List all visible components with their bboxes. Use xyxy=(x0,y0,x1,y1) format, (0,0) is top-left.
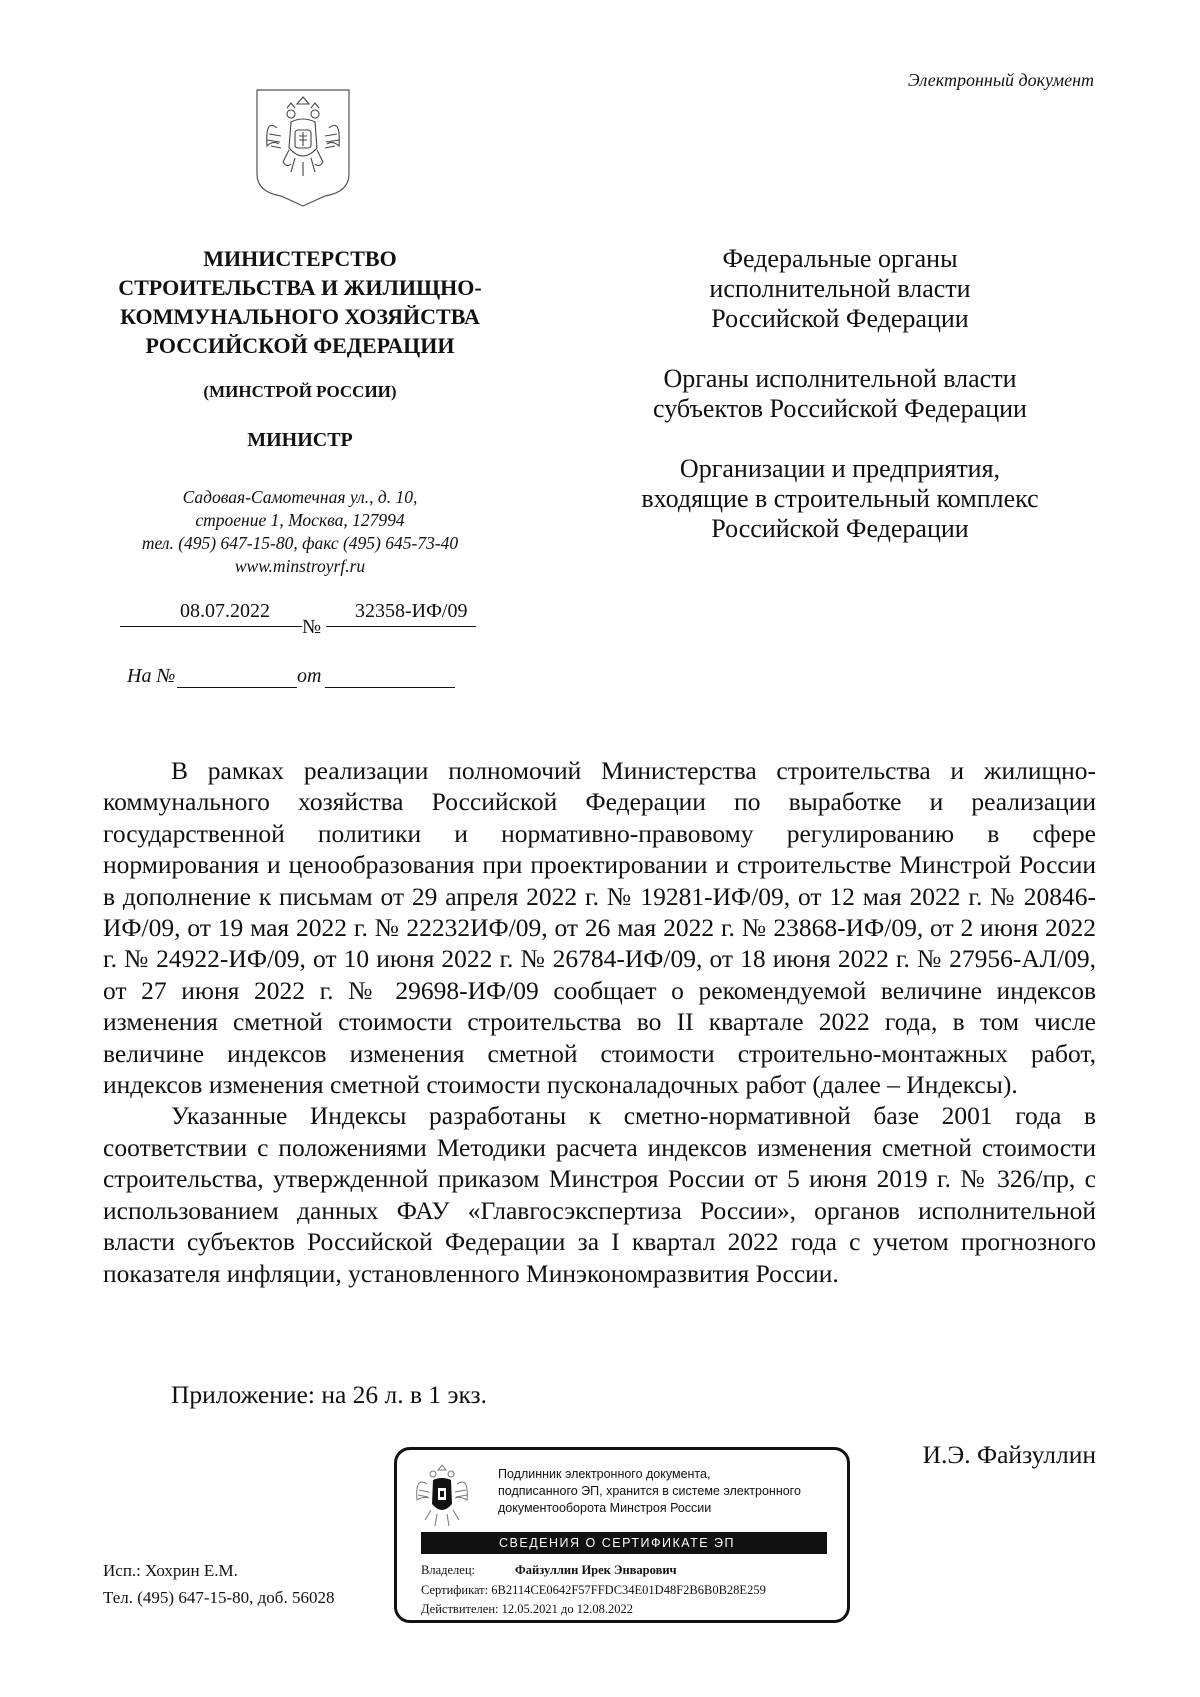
address-line: Садовая-Самотечная ул., д. 10, xyxy=(182,487,418,507)
recipient-line: субъектов Российской Федерации xyxy=(653,394,1027,423)
recipients-block xyxy=(590,244,1090,574)
validity-value: 12.05.2021 до 12.08.2022 xyxy=(501,1602,633,1616)
number-underline xyxy=(326,626,476,627)
stamp-notice xyxy=(498,1466,801,1517)
validity-label: Действителен: xyxy=(421,1602,499,1616)
recipient-line: исполнительной власти xyxy=(709,274,971,303)
stamp-notice-line: Подлинник электронного документа, xyxy=(498,1467,711,1481)
recipient-line: Органы исполнительной власти xyxy=(663,364,1017,393)
attachment-note: Приложение: на 26 л. в 1 экз. xyxy=(171,1380,487,1409)
body-paragraph: В рамках реализации полномочий Министерства строительства и жилищно-коммунального хозяйства Российской Федерации по выработке и реализации государственной политики и нормативно-правовому регулированию в сфере нормирования и ценообразования при проектировании и строительстве Минстрой России в дополнение к письмам от 29 апреля 2022 г. № 19281-ИФ/09, от 12 мая 2022 г. № 20846-ИФ/09, от 19 мая 2022 г. № 22232ИФ/09, от 26 мая 2022 г. № 23868-ИФ/09, от 2 июня 2022 г. № 24922-ИФ/09, от 10 июня 2022 г. № 26784-ИФ/09, от 18 июня 2022 г. № 27956-АЛ/09, от 27 июня 2022 г. № 29698-ИФ/09 сообщает о рекомендуемой величине индексов изменения сметной стоимости строительства во II квартале 2022 года, в том числе величине индексов изменения сметной стоимости строительно-монтажных работ, индексов изменения сметной стоимости пусконаладочных работ (далее – Индексы). xyxy=(103,756,1096,1100)
ministry-name-line: КОММУНАЛЬНОГО ХОЗЯЙСТВА xyxy=(120,304,480,329)
registration-line xyxy=(120,600,490,652)
signer-name: И.Э. Файзуллин xyxy=(922,1440,1096,1469)
recipient-group xyxy=(590,364,1090,424)
recipient-line: Российской Федерации xyxy=(711,514,969,543)
e-signature-stamp xyxy=(394,1447,850,1623)
reply-date-underline xyxy=(325,687,455,688)
reply-number-underline xyxy=(177,687,297,688)
recipient-line: Организации и предприятия, xyxy=(679,454,1001,483)
recipient-group xyxy=(590,454,1090,544)
recipient-line: Федеральные органы xyxy=(722,244,958,273)
number-sign: № xyxy=(302,616,322,638)
sender-address xyxy=(80,486,520,578)
ministry-name-line: СТРОИТЕЛЬСТВА И ЖИЛИЩНО- xyxy=(118,275,482,300)
reply-reference-line xyxy=(127,665,497,695)
certificate-validity-row xyxy=(421,1602,633,1617)
executor-name: Исп.: Хохрин Е.М. xyxy=(103,1561,238,1580)
owner-label: Владелец: xyxy=(421,1563,475,1577)
recipient-group xyxy=(590,244,1090,334)
ministry-name-line: РОССИЙСКОЙ ФЕДЕРАЦИИ xyxy=(145,333,455,358)
stamp-notice-line: документооборота Минстроя России xyxy=(498,1501,712,1515)
certificate-id-row xyxy=(421,1583,766,1598)
coat-of-arms-icon xyxy=(253,88,353,208)
sender-block xyxy=(80,244,520,578)
executor-block xyxy=(103,1557,334,1611)
ministry-name xyxy=(80,244,520,360)
certificate-header-bar: СВЕДЕНИЯ О СЕРТИФИКАТЕ ЭП xyxy=(421,1532,827,1554)
certificate-value: 6B2114CE0642F57FFDC34E01D48F2B6B0B28E259 xyxy=(491,1583,766,1597)
ministry-short-name: (МИНСТРОЙ РОССИИ) xyxy=(203,382,397,401)
stamp-notice-line: подписанного ЭП, хранится в системе электронного xyxy=(498,1484,801,1498)
certificate-owner-row xyxy=(421,1563,677,1578)
registration-number: 32358-ИФ/09 xyxy=(355,600,468,622)
website-link: www.minstroyrf.ru xyxy=(234,556,366,576)
recipient-line: Российской Федерации xyxy=(711,304,969,333)
address-line: тел. (495) 647-15-80, факс (495) 645-73-40 xyxy=(141,533,459,553)
owner-value: Файзуллин Ирек Энварович xyxy=(515,1563,677,1577)
certificate-label: Сертификат: xyxy=(421,1583,489,1597)
date-underline xyxy=(120,626,302,627)
reply-number-label: На № xyxy=(127,665,176,687)
reply-from-label: от xyxy=(297,665,322,687)
registration-date: 08.07.2022 xyxy=(180,600,270,622)
letter-body xyxy=(103,755,1096,1289)
body-paragraph: Указанные Индексы разработаны к сметно-нормативной базе 2001 года в соответствии с положениями Методики расчета индексов изменения сметной стоимости строительства, утвержденной приказом Минстроя России от 5 июня 2019 г. № 326/пр, с использованием данных ФАУ «Главгосэкспертиза России», органов исполнительной власти субъектов Российской Федерации за I квартал 2022 года с учетом прогнозного показателя инфляции, установленного Минэкономразвития России. xyxy=(103,1101,1096,1288)
ministry-name-line: МИНИСТЕРСТВО xyxy=(203,246,397,271)
electronic-document-label: Электронный документ xyxy=(907,70,1094,90)
stamp-emblem-icon xyxy=(411,1462,473,1540)
executor-phone: Тел. (495) 647-15-80, доб. 56028 xyxy=(103,1588,335,1607)
address-line: строение 1, Москва, 127994 xyxy=(195,510,405,530)
recipient-line: входящие в строительный комплекс xyxy=(641,484,1039,513)
sender-position: МИНИСТР xyxy=(247,429,353,451)
